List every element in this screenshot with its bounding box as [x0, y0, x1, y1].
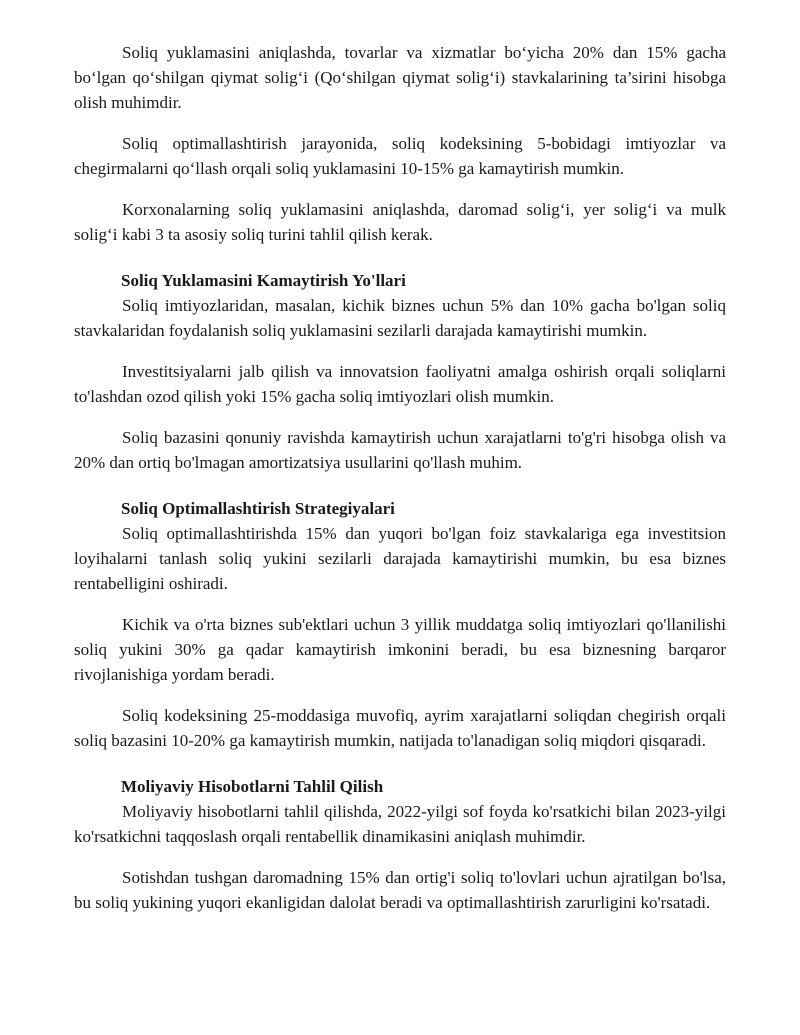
paragraph: Soliq optimallashtirish jarayonida, soliq kodeksining 5-bobidagi imtiyozlar va chegirmalarni qo‘llash orqali soliq yuklamasini 10-15% ga kamaytirish mumkin. — [74, 134, 726, 178]
paragraph: Soliq bazasini qonuniy ravishda kamaytirish uchun xarajatlarni to'g'ri hisobga olish va 20% dan ortiq bo'lmagan amortizatsiya usullarini qo'llash muhim. — [74, 428, 726, 472]
section-tax-reduction — [74, 269, 726, 475]
paragraph: Moliyaviy hisobotlarni tahlil qilishda, 2022-yilgi sof foyda ko'rsatkichi bilan 2023-yilgi ko'rsatkichni taqqoslash orqali rentabellik dinamikasini aniqlash muhimdir. — [74, 802, 726, 846]
section-heading: Soliq Yuklamasini Kamaytirish Yo'llari — [121, 271, 406, 290]
paragraph: Soliq imtiyozlaridan, masalan, kichik biznes uchun 5% dan 10% gacha bo'lgan soliq stavkalaridan foydalanish soliq yuklamasini sezilarli darajada kamaytirishi mumkin. — [74, 296, 726, 340]
section-financial-analysis — [74, 775, 726, 915]
section-heading: Moliyaviy Hisobotlarni Tahlil Qilish — [121, 777, 384, 796]
paragraph: Investitsiyalarni jalb qilish va innovatsion faoliyatni amalga oshirish orqali soliqlarni to'lashdan ozod qilish yoki 15% gacha soliq imtiyozlari olish mumkin. — [74, 362, 726, 406]
paragraph: Kichik va o'rta biznes sub'ektlari uchun 3 yillik muddatga soliq imtiyozlari qo'llanilishi soliq yukini 30% ga qadar kamaytirish imkonini beradi, bu esa biznesning barqaror rivojlanishiga yordam beradi. — [74, 615, 726, 684]
paragraph: Sotishdan tushgan daromadning 15% dan ortig'i soliq to'lovlari uchun ajratilgan bo'lsa, bu soliq yukining yuqori ekanligidan dalolat beradi va optimallashtirish zarurligini ko'rsatadi. — [74, 868, 726, 912]
paragraph: Soliq yuklamasini aniqlashda, tovarlar va xizmatlar bo‘yicha 20% dan 15% gacha bo‘lgan qo‘shilgan qiymat solig‘i (Qo‘shilgan qiymat solig‘i) stavkalarining ta’sirini hisobga olish muhimdir. — [74, 43, 726, 112]
paragraph: Soliq kodeksining 25-moddasiga muvofiq, ayrim xarajatlarni soliqdan chegirish orqali soliq bazasini 10-20% ga kamaytirish mumkin, natijada to'lanadigan soliq miqdori qisqaradi. — [74, 706, 726, 750]
paragraph: Korxonalarning soliq yuklamasini aniqlashda, daromad solig‘i, yer solig‘i va mulk solig‘i kabi 3 ta asosiy soliq turini tahlil qilish kerak. — [74, 200, 726, 244]
paragraph: Soliq optimallashtirishda 15% dan yuqori bo'lgan foiz stavkalariga ega investitsion loyihalarni tanlash soliq yukini sezilarli darajada kamaytirishi mumkin, bu esa biznes rentabelligini oshiradi. — [74, 524, 726, 593]
section-heading: Soliq Optimallashtirish Strategiyalari — [121, 499, 395, 518]
intro-block — [74, 40, 726, 247]
section-tax-optimization — [74, 497, 726, 753]
